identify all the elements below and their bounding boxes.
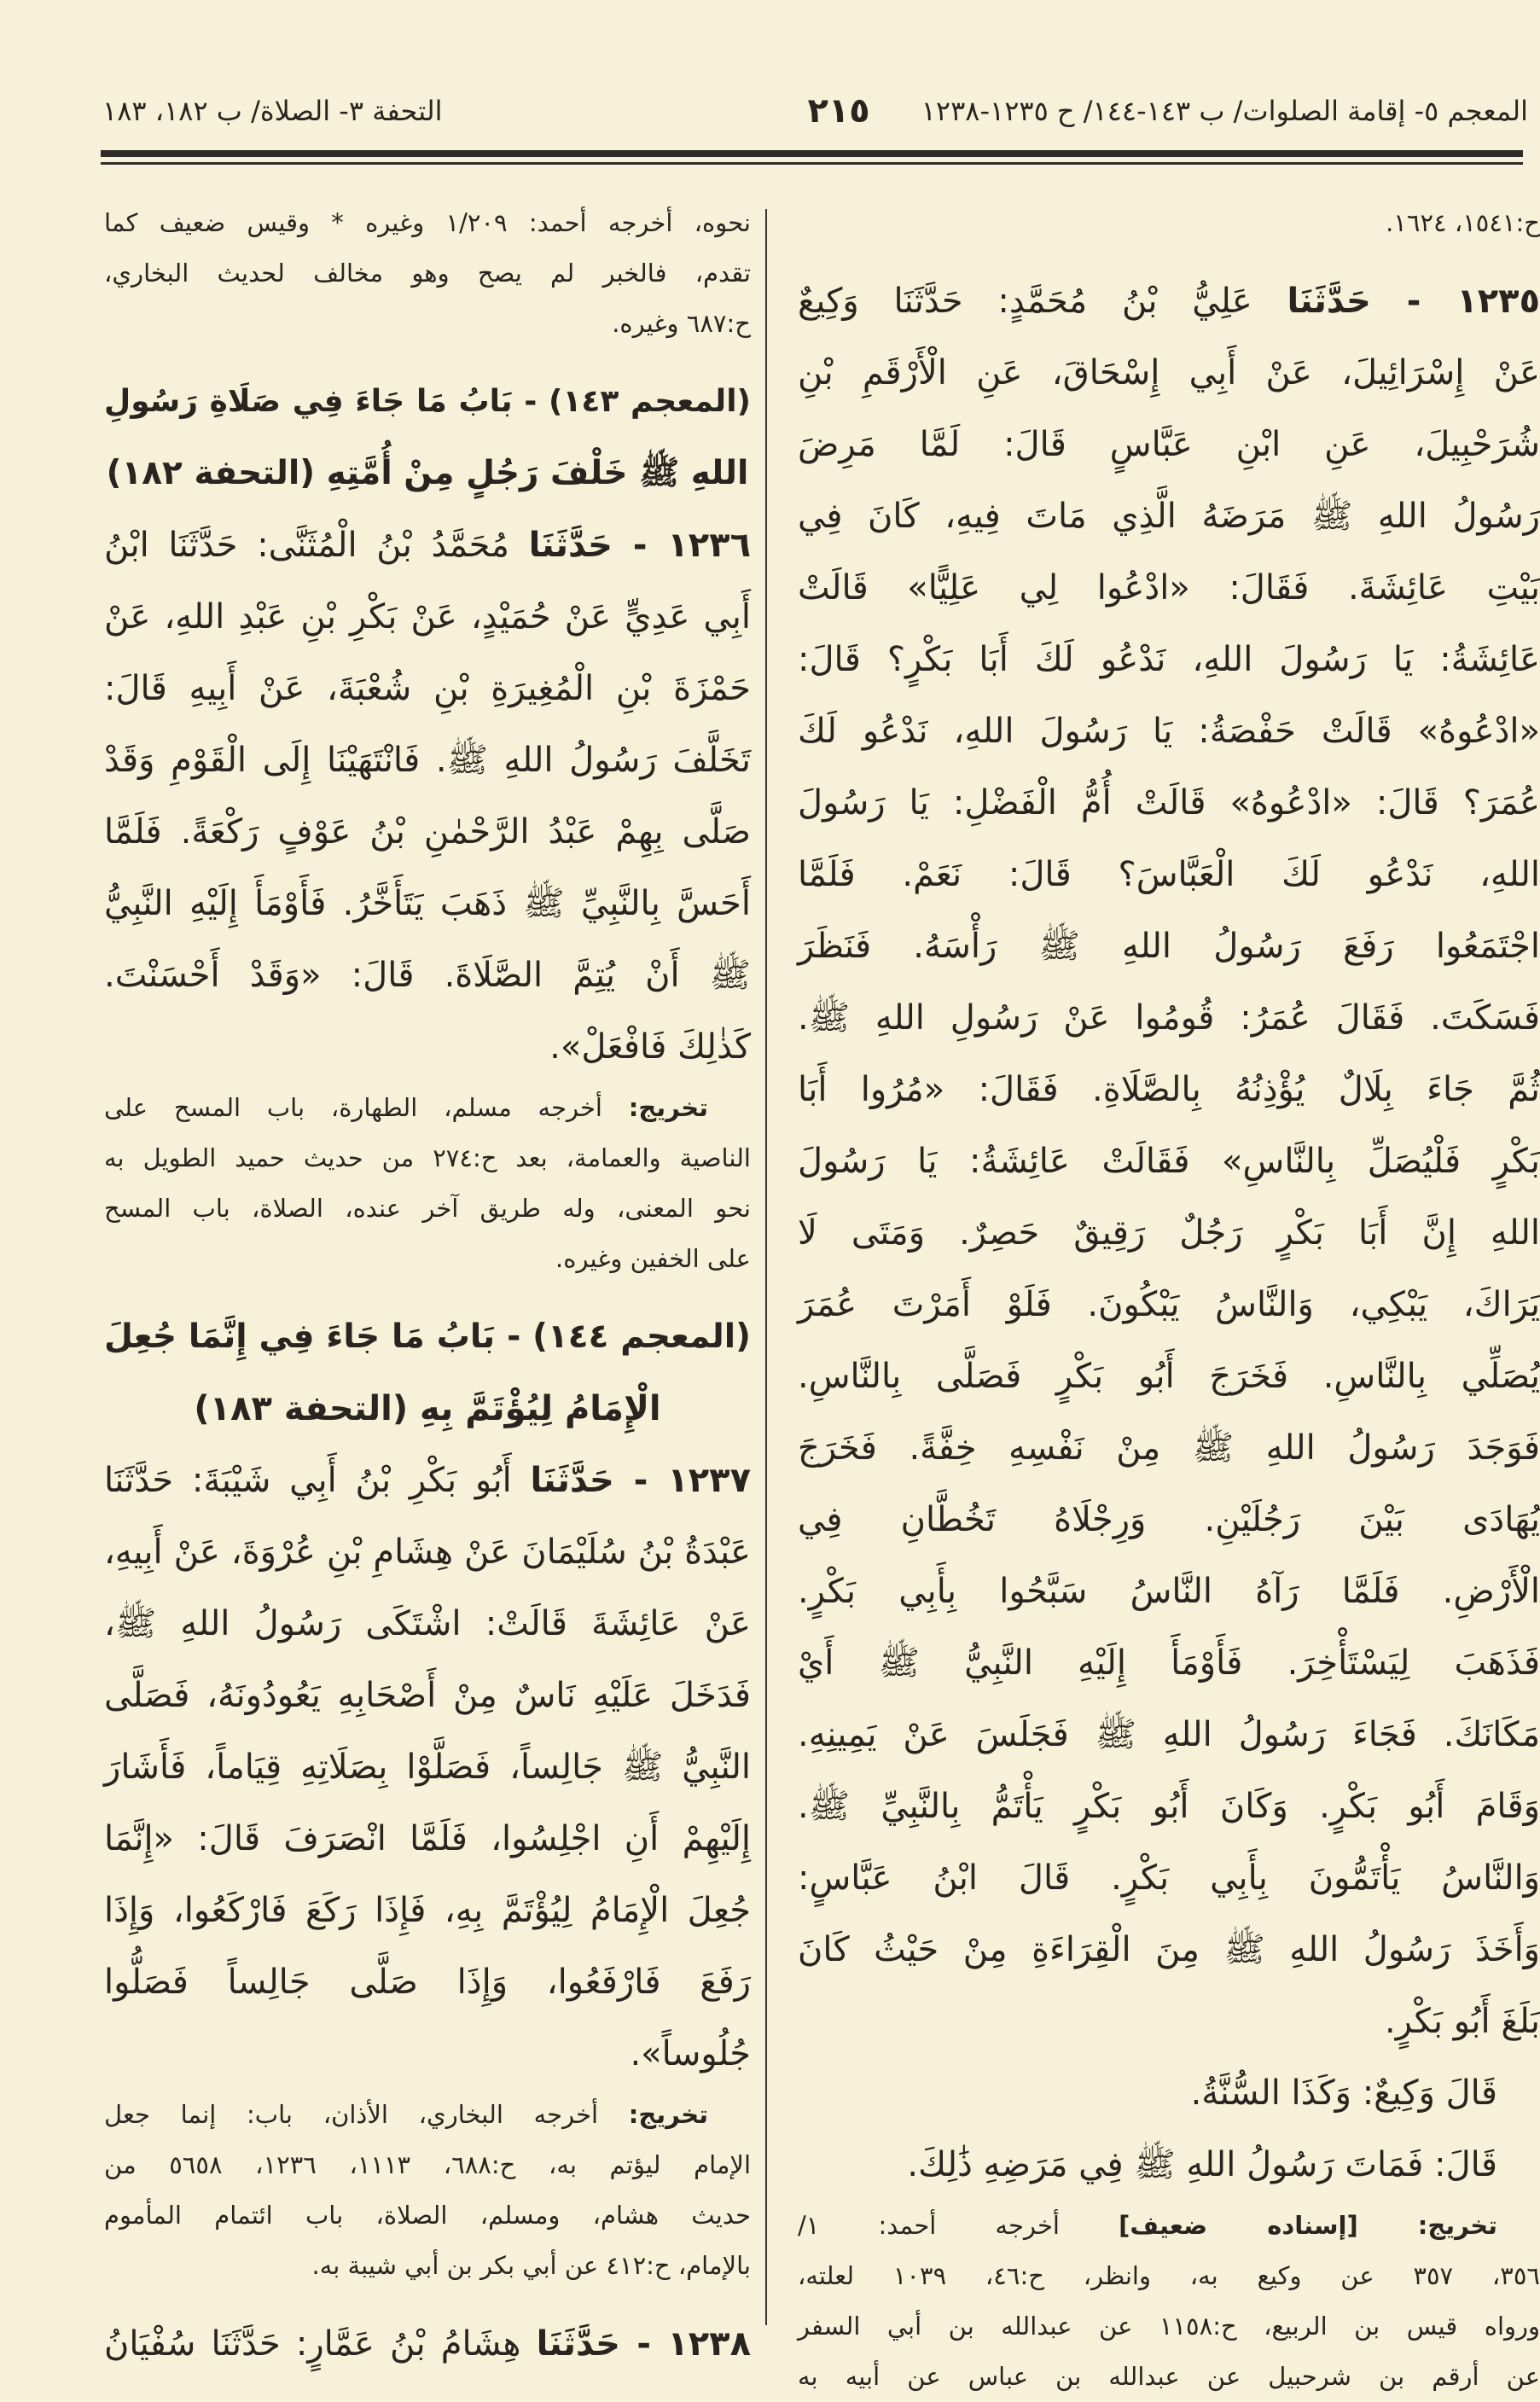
text-line — [798, 839, 1540, 910]
line-text: قَالَ وَكِيعٌ: وَكَذَا السُّنَّةُ. — [1191, 2073, 1497, 2113]
line-text: وَقَامَ أَبُو بَكْرٍ. وَكَانَ أَبُو بَكْرٍ يَأْتَمُّ بِالنَّبِيِّ ﷺ. — [798, 1787, 1540, 1826]
line-text: الإمام ليؤتم به، ح:٦٨٨، ١١١٣، ١٢٣٦، ٥٦٥٨ من — [104, 2150, 751, 2179]
line-text: مُحَمَّدُ بْنُ الْمُثَنَّى: حَدَّثَنَا ابْنُ — [104, 526, 529, 565]
line-text: ورواه قيس بن الربيع، ح:١١٥٨ عن عبدالله بن أبي السفر — [798, 2312, 1540, 2341]
line-text: وَالنَّاسُ يَأْتَمُّونَ بِأَبِي بَكْرٍ. قَالَ ابْنُ عَبَّاسٍ: — [798, 1858, 1540, 1898]
line-text: أخرجه مسلم، الطهارة، باب المسح على — [104, 1093, 629, 1122]
text-line — [798, 1842, 1540, 1914]
takhrij-label: تخريج: [إسناده ضعيف] — [1119, 2211, 1497, 2240]
line-text: أخرجه البخاري، الأذان، باب: إنما جعل — [104, 2100, 629, 2129]
text-line — [104, 1660, 751, 1731]
spacer — [104, 349, 751, 366]
text-line — [798, 1699, 1540, 1771]
text-line — [104, 1731, 751, 1803]
text-line — [104, 509, 751, 581]
running-header-right-group — [807, 81, 1528, 141]
left-column — [104, 198, 751, 2380]
line-text: عن أرقم بن شرحبيل عن عبدالله بن عباس عن أبيه به — [798, 2362, 1540, 2391]
footnote-line — [104, 2190, 751, 2241]
text-line — [798, 982, 1540, 1054]
section-heading-line — [104, 1301, 751, 1373]
footnote-line — [104, 2241, 751, 2291]
line-text: رَسُولُ اللهِ ﷺ مَرَضَهُ الَّذِي مَاتَ فِيهِ، كَانَ فِي — [798, 497, 1540, 536]
footnote-line — [798, 2352, 1540, 2402]
text-line — [798, 1484, 1540, 1556]
line-text: رَفَعَ فَارْفَعُوا، وَإِذَا صَلَّى جَالِساً فَصَلُّوا — [104, 1963, 751, 2002]
footnote-line — [104, 1083, 751, 1133]
line-text: عَنْ عَائِشَةَ قَالَتْ: اشْتَكَى رَسُولُ اللهِ ﷺ، — [104, 1604, 751, 1643]
line-text: عُمَرَ؟ قَالَ: «ادْعُوهُ» قَالَتْ أُمُّ الْفَضْلِ: يَا رَسُولَ — [798, 783, 1540, 823]
running-header-right: المعجم ٥- إقامة الصلوات/ ب ١٤٣-١٤٤/ ح ١٢٣٥-١٢٣٨ — [921, 81, 1528, 141]
line-text: فَوَجَدَ رَسُولُ اللهِ ﷺ مِنْ نَفْسِهِ خِفَّةً. فَخَرَجَ — [798, 1428, 1540, 1468]
line-text: اللهِ ﷺ خَلْفَ رَجُلٍ مِنْ أُمَّتِهِ (التحفة ١٨٢) — [107, 454, 749, 492]
line-text: صَلَّى بِهِمْ عَبْدُ الرَّحْمٰنِ بْنُ عَوْفٍ رَكْعَةً. فَلَمَّا — [104, 812, 751, 852]
line-text: عَائِشَةُ: يَا رَسُولَ اللهِ، نَدْعُو لَكَ أَبَا بَكْرٍ؟ قَالَ: — [798, 640, 1540, 679]
line-text: جُعِلَ الْإِمَامُ لِيُؤْتَمَّ بِهِ، فَإِذَا رَكَعَ فَارْكَعُوا، وَإِذَا — [104, 1891, 751, 1930]
line-text: «ادْعُوهُ» قَالَتْ حَفْصَةُ: يَا رَسُولَ اللهِ، نَدْعُو لَكَ — [798, 712, 1540, 751]
text-line — [104, 2018, 751, 2090]
text-line — [104, 1516, 751, 1588]
line-text: كَذٰلِكَ فَافْعَلْ». — [549, 1027, 751, 1067]
text-line — [798, 1269, 1540, 1341]
page-number: ٢١٥ — [807, 81, 869, 141]
hadith-number: ١٢٣٥ - حَدَّثَنَا — [1287, 282, 1540, 321]
spacer — [104, 2291, 751, 2308]
line-text: بَلَغَ أَبُو بَكْرٍ. — [1385, 2002, 1540, 2041]
footnote-line — [104, 198, 751, 248]
line-text: بَكْرٍ فَلْيُصَلِّ بِالنَّاسِ» فَقَالَتْ عَائِشَةُ: يَا رَسُولَ — [798, 1142, 1540, 1181]
line-text: بالإمام، ح:٤١٢ عن أبي بكر بن أبي شيبة به. — [311, 2251, 751, 2280]
line-text: أَحَسَّ بِالنَّبِيِّ ﷺ ذَهَبَ يَتَأَخَّرُ. فَأَوْمَأَ إِلَيْهِ النَّبِيُّ — [104, 884, 751, 923]
text-line — [104, 1588, 751, 1660]
text-line — [104, 581, 751, 653]
line-text: عَنْ إِسْرَائِيلَ، عَنْ أَبِي إِسْحَاقَ، عَنِ الْأَرْقَمِ بْنِ — [798, 353, 1540, 393]
text-line — [798, 1197, 1540, 1269]
footnote-line — [104, 248, 751, 299]
line-text: ﷺ أَنْ يُتِمَّ الصَّلَاةَ. قَالَ: «وَقَدْ أَحْسَنْتَ. — [104, 956, 751, 995]
hadith-number: ١٢٣٨ - حَدَّثَنَا — [537, 2324, 751, 2364]
text-line — [104, 796, 751, 868]
text-line — [798, 1341, 1540, 1412]
line-text: إِلَيْهِمْ أَنِ اجْلِسُوا، فَلَمَّا انْصَرَفَ قَالَ: «إِنَّمَا — [104, 1819, 751, 1858]
hadith-number: ١٢٣٧ - حَدَّثَنَا — [531, 1461, 751, 1500]
line-text: أخرجه أحمد: ١/ — [798, 2211, 1119, 2240]
line-text: فَسَكَتَ. فَقَالَ عُمَرُ: قُومُوا عَنْ رَسُولِ اللهِ ﷺ. — [798, 998, 1540, 1038]
text-line — [104, 868, 751, 939]
text-line — [798, 480, 1540, 552]
line-text: نحو المعنى، وله طريق آخر عنده، الصلاة، باب المسح — [104, 1194, 751, 1223]
line-text: اللهِ، نَدْعُو لَكَ الْعَبَّاسَ؟ قَالَ: نَعَمْ. فَلَمَّا — [798, 855, 1540, 894]
line-text: يُهَادَى بَيْنَ رَجُلَيْنِ. وَرِجْلَاهُ تَخُطَّانِ فِي — [798, 1500, 1540, 1539]
line-text: حديث هشام، ومسلم، الصلاة، باب ائتمام المأموم — [104, 2201, 751, 2230]
footnote-line — [104, 1234, 751, 1284]
text-line — [798, 337, 1540, 409]
section-heading-line — [104, 438, 751, 509]
line-text: عَبْدَةُ بْنُ سُلَيْمَانَ عَنْ هِشَامِ بْنِ عُرْوَةَ، عَنْ أَبِيهِ، — [104, 1533, 751, 1572]
footnote-line — [104, 299, 751, 349]
text-line — [798, 695, 1540, 767]
line-text: عَلِيُّ بْنُ مُحَمَّدٍ: حَدَّثَنَا وَكِيعٌ — [798, 282, 1287, 321]
text-line — [798, 1125, 1540, 1197]
text-line — [798, 624, 1540, 695]
section-heading-line — [104, 1373, 751, 1445]
spacer — [798, 248, 1540, 265]
line-text: ح:٦٨٧ وغيره. — [612, 309, 751, 338]
text-line — [798, 767, 1540, 839]
running-header-left: التحفة ٣- الصلاة/ ب ١٨٢، ١٨٣ — [102, 81, 443, 141]
takhrij-label: تخريج: — [629, 2100, 708, 2129]
spacer — [104, 1284, 751, 1301]
line-text: حَمْزَةَ بْنِ الْمُغِيرَةِ بْنِ شُعْبَةَ، عَنْ أَبِيهِ قَالَ: — [104, 669, 751, 708]
line-text: اللهِ إِنَّ أَبَا بَكْرٍ رَجُلٌ رَقِيقٌ حَصِرٌ. وَمَتَى لَا — [798, 1213, 1540, 1253]
text-line — [104, 1445, 751, 1516]
text-line — [104, 939, 751, 1011]
right-column — [798, 198, 1540, 2402]
text-line — [104, 1946, 751, 2018]
text-line — [104, 2308, 751, 2380]
line-text: ٣٥٦، ٣٥٧ عن وكيع به، وانظر، ح:٤٦، ١٠٣٩ لعلته، — [798, 2261, 1540, 2290]
line-text: (المعجم ١٤٤) - بَابُ مَا جَاءَ فِي إِنَّمَا جُعِلَ — [104, 1317, 751, 1356]
footnote-line — [798, 198, 1540, 248]
footnote-line — [798, 2201, 1540, 2251]
line-text: يُصَلِّي بِالنَّاسِ. فَخَرَجَ أَبُو بَكْرٍ فَصَلَّى بِالنَّاسِ. — [798, 1357, 1540, 1396]
text-line — [798, 910, 1540, 982]
line-text: تَخَلَّفَ رَسُولُ اللهِ ﷺ. فَانْتَهَيْنَا إِلَى الْقَوْمِ وَقَدْ — [104, 741, 751, 780]
line-text: الناصية والعمامة، بعد ح:٢٧٤ من حديث حميد الطويل به — [104, 1143, 751, 1172]
line-text: شُرَحْبِيلَ، عَنِ ابْنِ عَبَّاسٍ قَالَ: لَمَّا مَرِضَ — [798, 425, 1540, 464]
footnote-line — [104, 2090, 751, 2140]
line-text: أَبُو بَكْرِ بْنُ أَبِي شَيْبَةَ: حَدَّثَنَا — [104, 1461, 531, 1500]
line-text: جُلُوساً». — [630, 2034, 751, 2073]
text-line — [104, 1875, 751, 1946]
line-text: فَذَهَبَ لِيَسْتَأْخِرَ. فَأَوْمَأَ إِلَيْهِ النَّبِيُّ ﷺ أَيْ — [798, 1643, 1540, 1683]
line-text: الْأَرْضِ. فَلَمَّا رَآهُ النَّاسُ سَبَّحُوا بِأَبِي بَكْرٍ. — [798, 1572, 1540, 1611]
footnote-line — [104, 2140, 751, 2190]
text-line — [798, 1771, 1540, 1842]
line-text: بَيْتِ عَائِشَةَ. فَقَالَ: «ادْعُوا لِي عَلِيًّا» قَالَتْ — [798, 568, 1540, 608]
footnote-line — [104, 1184, 751, 1234]
text-line — [798, 1556, 1540, 1627]
line-text: النَّبِيُّ ﷺ جَالِساً، فَصَلَّوْا بِصَلَاتِهِ قِيَاماً، فَأَشَارَ — [104, 1748, 751, 1787]
text-line — [798, 1627, 1540, 1699]
line-text: هِشَامُ بْنُ عَمَّارٍ: حَدَّثَنَا سُفْيَانُ — [104, 2324, 537, 2364]
line-text: مَكَانَكَ. فَجَاءَ رَسُولُ اللهِ ﷺ فَجَلَسَ عَنْ يَمِينِهِ. — [798, 1715, 1540, 1754]
hadith-number: ١٢٣٦ - حَدَّثَنَا — [529, 526, 751, 565]
running-header-left-group — [102, 81, 443, 141]
section-heading-line — [104, 366, 751, 438]
line-text: يَرَاكَ، يَبْكِي، وَالنَّاسُ يَبْكُونَ. فَلَوْ أَمَرْتَ عُمَرَ — [798, 1285, 1540, 1324]
text-line — [104, 724, 751, 796]
line-text: ح:١٥٤١، ١٦٢٤. — [1386, 208, 1540, 237]
takhrij-label: تخريج: — [629, 1093, 708, 1122]
text-line — [104, 1011, 751, 1083]
text-line — [798, 1054, 1540, 1125]
text-line — [104, 1803, 751, 1875]
text-line — [798, 409, 1540, 480]
text-line — [104, 653, 751, 724]
line-text: ثُمَّ جَاءَ بِلَالٌ يُؤْذِنُهُ بِالصَّلَاةِ. فَقَالَ: «مُرُوا أَبَا — [798, 1070, 1540, 1109]
line-text: (المعجم ١٤٣) - بَابُ مَا جَاءَ فِي صَلَاةِ رَسُولِ — [104, 384, 751, 419]
line-text: تقدم، فالخبر لم يصح وهو مخالف لحديث البخاري، — [104, 259, 751, 288]
text-line — [798, 2129, 1540, 2201]
text-line — [798, 552, 1540, 624]
text-line — [798, 1986, 1540, 2057]
text-line — [798, 265, 1540, 337]
line-text: وَأَخَذَ رَسُولُ اللهِ ﷺ مِنَ الْقِرَاءَةِ مِنْ حَيْثُ كَانَ — [798, 1930, 1540, 1969]
line-text: الْإِمَامُ لِيُؤْتَمَّ بِهِ (التحفة ١٨٣) — [194, 1389, 660, 1428]
line-text: على الخفين وغيره. — [555, 1244, 751, 1273]
line-text: قَالَ: فَمَاتَ رَسُولُ اللهِ ﷺ فِي مَرَضِهِ ذَٰلِكَ. — [907, 2145, 1497, 2184]
text-line — [798, 1914, 1540, 1986]
line-text: أَبِي عَدِيٍّ عَنْ حُمَيْدٍ، عَنْ بَكْرِ بْنِ عَبْدِ اللهِ، عَنْ — [104, 597, 751, 637]
footnote-line — [798, 2301, 1540, 2352]
line-text: اجْتَمَعُوا رَفَعَ رَسُولُ اللهِ ﷺ رَأْسَهُ. فَنَظَرَ — [798, 927, 1540, 966]
footnote-line — [104, 1133, 751, 1184]
line-text: فَدَخَلَ عَلَيْهِ نَاسٌ مِنْ أَصْحَابِهِ يَعُودُونَهُ، فَصَلَّى — [104, 1676, 751, 1715]
text-line — [798, 1412, 1540, 1484]
header-rule-thin — [101, 162, 1523, 165]
text-line — [798, 2057, 1540, 2129]
column-divider — [765, 209, 767, 2325]
footnote-line — [798, 2251, 1540, 2301]
line-text: نحوه، أخرجه أحمد: ١/٢٠٩ وغيره * وقيس ضعيف كما — [104, 208, 751, 237]
header-rule-thick — [101, 150, 1523, 157]
